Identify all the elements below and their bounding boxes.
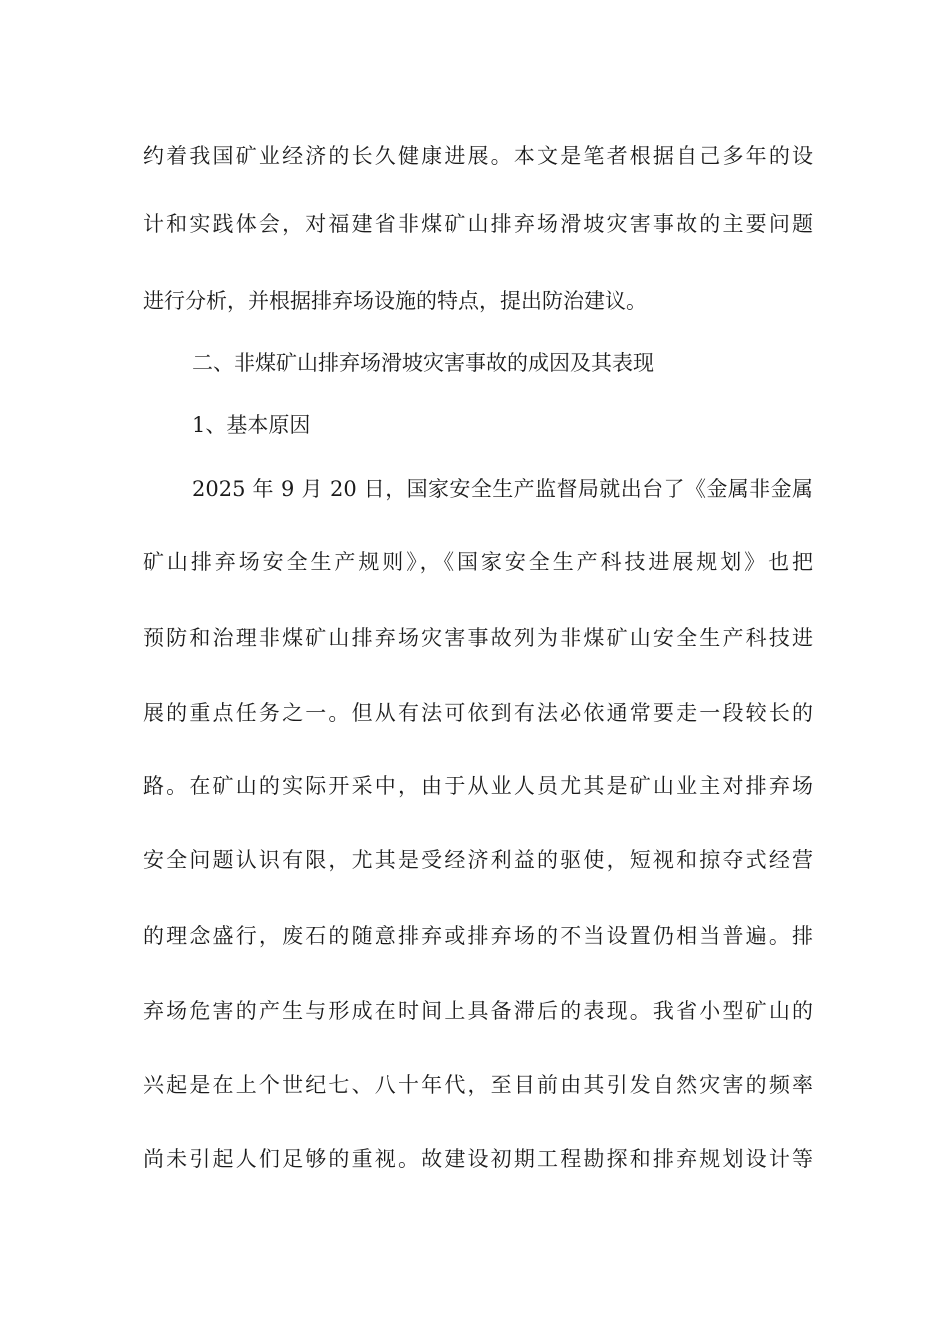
text-line: 矿山排弃场安全生产规则》，《国家安全生产科技进展规划》也把 [143, 550, 813, 574]
text-line: 弃场危害的产生与形成在时间上具备滞后的表现。我省小型矿山的 [143, 999, 813, 1023]
text-line: 预防和治理非煤矿山排弃场灾害事故列为非煤矿山安全生产科技进 [143, 626, 813, 650]
text-line: 安全问题认识有限，尤其是受经济利益的驱使，短视和掠夺式经营 [143, 848, 813, 872]
text-line: 兴起是在上个世纪七、八十年代，至目前由其引发自然灾害的频率 [143, 1073, 813, 1097]
text-line: 计和实践体会，对福建省非煤矿山排弃场滑坡灾害事故的主要问题 [143, 212, 813, 236]
text-line: 展的重点任务之一。但从有法可依到有法必依通常要走一段较长的 [143, 701, 813, 725]
text-line: 的理念盛行，废石的随意排弃或排弃场的不当设置仍相当普遍。排 [143, 924, 813, 948]
section-heading: 二、非煤矿山排弃场滑坡灾害事故的成因及其表现 [192, 351, 654, 375]
text-line: 约着我国矿业经济的长久健康进展。本文是笔者根据自己多年的设 [143, 144, 813, 168]
text-line: 进行分析，并根据排弃场设施的特点，提出防治建议。 [143, 289, 647, 313]
text-line: 尚未引起人们足够的重视。故建设初期工程勘探和排弃规划设计等 [143, 1147, 813, 1171]
text-line: 路。在矿山的实际开采中，由于从业人员尤其是矿山业主对排弃场 [143, 774, 813, 798]
paragraph-first-line: 2025 年 9 月 20 日，国家安全生产监督局就出台了《金属非金属 [192, 477, 813, 501]
subsection-heading: 1、基本原因 [192, 413, 311, 437]
